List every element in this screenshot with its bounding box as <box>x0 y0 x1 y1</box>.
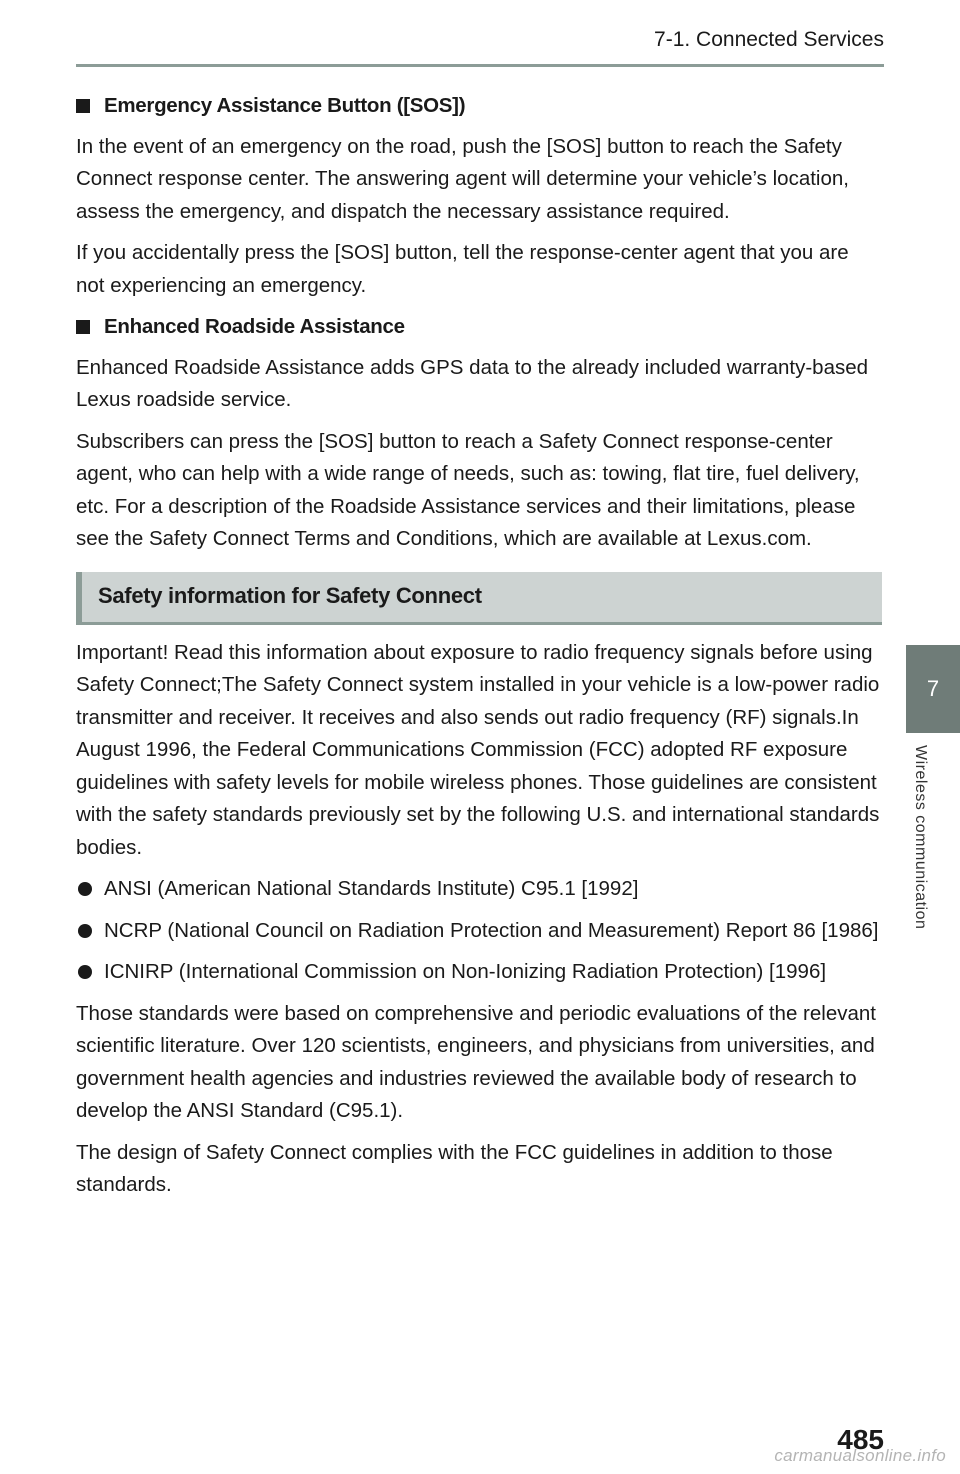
sos-button-label: SOS <box>340 241 384 264</box>
paragraph: The design of Safety Connect complies with the FCC guidelines in addition to those standards. <box>76 1140 833 1196</box>
sub-heading-text: Enhanced Roadside Assistance <box>104 315 405 338</box>
text-run: If you accidentally press the [ <box>76 241 341 264</box>
page-content <box>76 84 882 1211</box>
list-item <box>76 956 882 989</box>
text-run: ] button to reach a Safety Connect response-center agent, who can help with a wide range of needs, such as: towing, flat tire, fuel delivery, etc. For a description of the Roadside Assistance services and their limitations, please see the Safety Connect Terms and Conditions, which are available at Lexus.com. <box>76 429 860 550</box>
text-run: ] button to reach the Safety Connect response center. The answering agent will determine your vehicle’s location, assess the emergency, and dispatch the necessary assistance required. <box>76 134 849 223</box>
bullet-dot-icon <box>78 924 92 938</box>
text-run: In the event of an emergency on the road, push the [ <box>76 134 553 158</box>
paragraph: Enhanced Roadside Assistance adds GPS data to the already included warranty-based Lexus roadside service. <box>76 355 869 411</box>
header-divider <box>76 64 884 67</box>
section-title-bar: Safety information for Safety Connect <box>76 572 882 625</box>
chapter-side-label: Wireless communication <box>912 745 929 930</box>
list-item-text: NCRP (National Council on Radiation Protection and Measurement) Report 86 [1986] <box>104 918 879 942</box>
sos-button-label: SOS <box>552 134 596 158</box>
paragraph <box>76 426 882 556</box>
sub-heading-text: Emergency Assistance Button ([SOS]) <box>104 94 466 117</box>
paragraph: Important! Read this information about exposure to radio frequency signals before using Safety Connect;The Safety Connect system installed in your vehicle is a low-power radio transmitter and receiver. It receives and also sends out radio frequency (RF) signals.In August 1996, the Federal Communications Commission (FCC) adopted RF exposure guidelines with safety levels for mobile wireless phones. Those guidelines are consistent with the safety standards previously set by the following U.S. and international standards bodies. <box>76 640 880 859</box>
square-bullet-icon <box>76 99 90 113</box>
paragraph <box>76 131 882 229</box>
list-item-text: ANSI (American National Standards Institute) C95.1 [1992] <box>104 877 639 900</box>
chapter-tab: 7 <box>906 645 960 733</box>
watermark: carmanualsonline.info <box>774 1446 946 1465</box>
list-item-text: ICNIRP (International Commission on Non-Ionizing Radiation Protection) [1996] <box>104 960 827 983</box>
chapter-section-title: 7-1. Connected Services <box>654 28 884 51</box>
list-item <box>76 873 882 906</box>
paragraph: Those standards were based on comprehensive and periodic evaluations of the relevant scientific literature. Over 120 scientists, engineers, and physicians from universities, and government health agencies and industries reviewed the available body of research to develop the ANSI Standard (C95.1). <box>76 1001 876 1122</box>
page-number: 485 <box>837 1424 884 1455</box>
sos-button-label: SOS <box>324 429 368 453</box>
sub-heading-roadside <box>76 311 882 344</box>
sub-heading-emergency <box>76 90 882 123</box>
square-bullet-icon <box>76 320 90 334</box>
bullet-dot-icon <box>78 882 92 896</box>
text-run: ] button, tell the response-center agent that you are not experiencing an emergency. <box>76 241 849 297</box>
bullet-dot-icon <box>78 965 92 979</box>
paragraph <box>76 237 882 302</box>
text-run: Subscribers can press the [ <box>76 429 325 453</box>
list-item <box>76 915 882 948</box>
